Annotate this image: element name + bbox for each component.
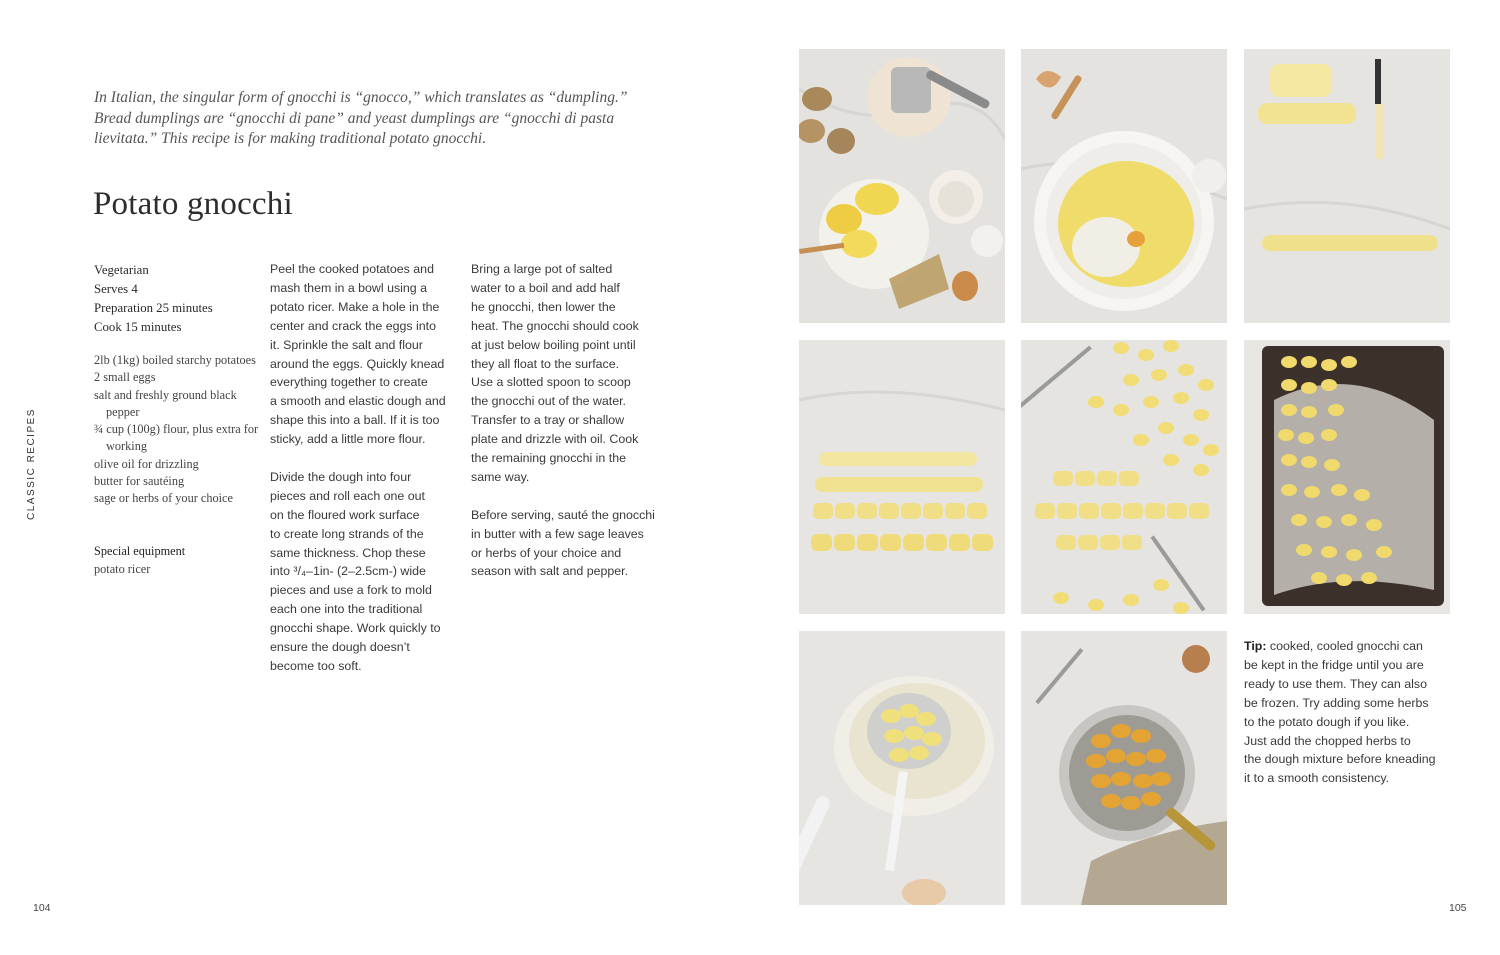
ingredient-item: 2 small eggs (94, 370, 156, 385)
recipe-meta (94, 261, 264, 337)
ingredient-item: butter for sautéing (94, 474, 185, 489)
method-step-1: Peel the cooked potatoes and mash them in a bowl using a potato ricer. Make a hole in the center and crack the eggs into it. Sprinkle the salt and flour around the eggs. Quickly knead everything together to create a smooth and elastic dough and shape this into a ball. If it is too sticky, add a little more flour. (270, 262, 446, 447)
method-column-2 (471, 260, 661, 600)
photo-sauteed-gnocchi (1021, 631, 1227, 905)
page-number-left: 104 (33, 902, 51, 914)
photo-floured-tray (1244, 340, 1450, 614)
ingredient-item: sage or herbs of your choice (94, 491, 233, 506)
section-label: CLASSIC RECIPES (26, 408, 37, 520)
meta-diet: Vegetarian (94, 263, 149, 277)
method-column-1 (270, 260, 455, 695)
equipment-heading: Special equipment (94, 544, 186, 558)
ingredient-item: salt and freshly ground black pepper (94, 387, 237, 419)
recipe-title: Potato gnocchi (93, 186, 293, 222)
ingredient-item: ¾ cup (100g) flour, plus extra for working (94, 422, 259, 454)
method-step-4: Before serving, sauté the gnocchi in butter with a few sage leaves or herbs of your choice and season with salt and pepper. (471, 507, 655, 579)
photo-mixing-bowl (1021, 49, 1227, 323)
meta-cook: Cook 15 minutes (94, 320, 182, 334)
equipment-item: potato ricer (94, 561, 151, 576)
photo-ingredients (799, 49, 1005, 323)
intro-text: In Italian, the singular form of gnocchi is “gnocco,” which translates as “dumpling.” Bread dumplings are “gnocchi di pane” and yeast dumplings are “gnocchi di pasta lievitata.” This recipe is for making traditional potato gnocchi. (94, 89, 628, 147)
photo-dough-rolls (1244, 49, 1450, 323)
equipment-block (94, 543, 264, 578)
ingredient-item: olive oil for drizzling (94, 456, 199, 471)
meta-serves: Serves 4 (94, 282, 138, 296)
ingredient-item: 2lb (1kg) boiled starchy potatoes (94, 353, 256, 367)
tip-box (1244, 637, 1444, 788)
tip-text: cooked, cooled gnocchi can be kept in the fridge until you are ready to use them. They can also be frozen. Try adding some herbs to the potato dough if you like. Just add the chopped herbs to the dough mixture before kneading it to a smooth consistency. (1244, 639, 1436, 786)
photo-boiling-gnocchi (799, 631, 1005, 905)
method-step-2: Divide the dough into four pieces and roll each one out on the floured work surface to create long strands of the same thickness. Chop these into ³/₄–1in- (2–2.5cm-) wide pieces and use a fork to mold each one into the traditional gnocchi shape. Work quickly to ensure the dough doesn’t become too soft. (270, 469, 441, 674)
tip-label: Tip: (1244, 639, 1267, 653)
photo-cut-strands (799, 340, 1005, 614)
ingredient-list (94, 352, 264, 508)
meta-prep: Preparation 25 minutes (94, 301, 213, 315)
page-number-right: 105 (1449, 902, 1467, 914)
method-step-3: Bring a large pot of salted water to a boil and add half he gnocchi, then lower the heat. The gnocchi should cook at just below boiling point until they all float to the surface. Use a slotted spoon to scoop the gnocchi out of the water. Transfer to a tray or shallow plate and drizzle with oil. Cook the remaining gnocchi in the same way. (471, 262, 639, 484)
photo-shaping-gnocchi (1021, 340, 1227, 614)
